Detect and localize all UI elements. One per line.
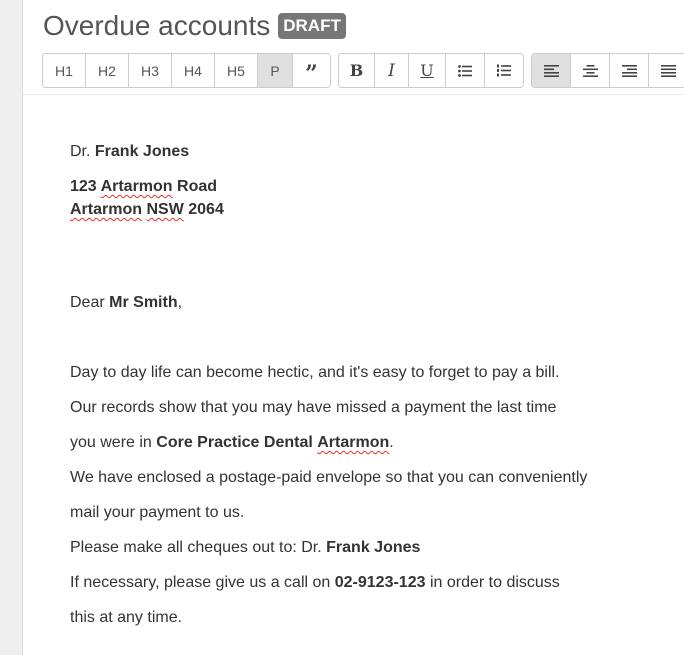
underline-button[interactable]: U [409, 54, 446, 87]
doctor-line [70, 142, 189, 162]
postcode: 2064 [188, 201, 224, 218]
h5-button[interactable]: H5 [215, 54, 258, 87]
align-right-icon [622, 65, 637, 77]
align-left-icon [544, 65, 559, 77]
paragraph-line-8: this at any time. [70, 609, 183, 626]
doctor-title: Dr. [70, 143, 91, 160]
line-3-period: . [389, 434, 394, 451]
italic-button[interactable]: I [375, 54, 409, 87]
heading-button-group [42, 53, 331, 88]
greeting-prefix: Dear [70, 294, 105, 311]
bullet-list-icon [458, 65, 472, 77]
suburb: Artarmon [70, 201, 143, 218]
doctor-name: Frank Jones [94, 143, 190, 160]
paragraph-line-2: Our records show that you may have missed a payment the last time [70, 399, 557, 416]
greeting-comma: , [177, 294, 183, 311]
paragraph-line-4: We have enclosed a postage-paid envelope so that you can conveniently [70, 469, 588, 486]
align-center-icon [583, 65, 598, 77]
bold-button[interactable]: B [339, 54, 375, 87]
paragraph-line-7 [70, 573, 560, 593]
align-left-button[interactable] [532, 54, 571, 87]
numbered-list-button[interactable] [485, 54, 523, 87]
paragraph-button[interactable]: P [258, 54, 293, 87]
cheque-payee-name: Frank Jones [326, 539, 421, 556]
practice-location: Artarmon [317, 434, 390, 451]
address-line-1 [70, 177, 217, 197]
line-7-prefix: If necessary, please give us a call on [70, 574, 331, 591]
h4-button[interactable]: H4 [172, 54, 215, 87]
street-name: Artarmon [100, 178, 173, 195]
paragraph-line-5: mail your payment to us. [70, 504, 245, 521]
street-number: 123 [70, 178, 97, 195]
h3-button[interactable]: H3 [129, 54, 172, 87]
align-center-button[interactable] [571, 54, 610, 87]
street-type: Road [177, 178, 218, 195]
header [43, 8, 346, 44]
h2-button[interactable]: H2 [86, 54, 129, 87]
line-3-prefix: you were in [70, 434, 152, 451]
left-gutter [0, 0, 23, 655]
bullet-list-button[interactable] [446, 54, 485, 87]
recipient-name: Mr Smith [109, 294, 178, 311]
practice-name: Core Practice Dental [156, 434, 313, 451]
quote-icon: ” [305, 60, 318, 87]
state: NSW [146, 201, 184, 218]
draft-badge: DRAFT [278, 13, 346, 39]
h1-button[interactable]: H1 [43, 54, 86, 87]
paragraph-line-3 [70, 433, 394, 453]
align-justify-button[interactable] [649, 54, 684, 87]
align-right-button[interactable] [610, 54, 649, 87]
line-6-prefix: Please make all cheques out to: Dr. [70, 539, 322, 556]
page-title: Overdue accounts [43, 10, 271, 41]
format-button-group [338, 53, 524, 88]
phone-number: 02-9123-123 [334, 574, 426, 591]
editor-toolbar [42, 53, 684, 89]
address-line-2 [70, 200, 224, 220]
toolbar-divider [23, 94, 684, 95]
numbered-list-icon [497, 64, 511, 77]
align-justify-icon [661, 65, 676, 77]
paragraph-line-6 [70, 538, 420, 558]
line-7-suffix: in order to discuss [429, 574, 560, 591]
greeting-line [70, 293, 182, 313]
align-button-group [531, 53, 684, 88]
paragraph-line-1: Day to day life can become hectic, and it's easy to forget to pay a bill. [70, 364, 560, 381]
blockquote-button[interactable] [293, 54, 330, 87]
